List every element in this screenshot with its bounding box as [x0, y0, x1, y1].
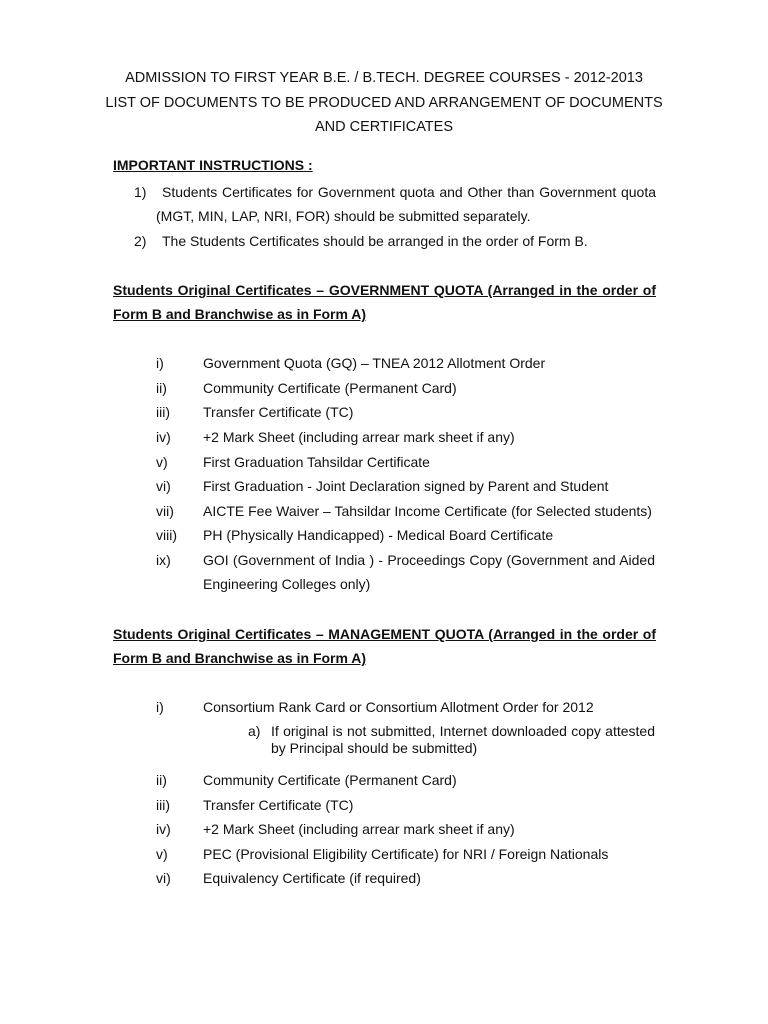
list-item-number: ix) [156, 552, 171, 568]
management-section-heading-continued: Form B and Branchwise as in Form A) [113, 650, 367, 666]
list-item-number: ii) [156, 772, 167, 788]
list-item: +2 Mark Sheet (including arrear mark sheet if any) [203, 429, 515, 445]
instruction-text: The Students Certificates should be arranged in the order of Form B. [162, 233, 588, 249]
document-title-line-2: LIST OF DOCUMENTS TO BE PRODUCED AND ARRANGEMENT OF DOCUMENTS [105, 95, 663, 111]
instruction-number: 2) [134, 233, 147, 249]
list-item-number: viii) [156, 527, 177, 543]
document-title-line-3: AND CERTIFICATES [314, 119, 454, 135]
instruction-text: Students Certificates for Government quota and Other than Government quota [162, 184, 656, 200]
list-item: Consortium Rank Card or Consortium Allotment Order for 2012 [203, 699, 594, 715]
list-item-number: vi) [156, 870, 171, 886]
list-item: Government Quota (GQ) – TNEA 2012 Allotment Order [203, 355, 546, 371]
list-item-number: iv) [156, 429, 171, 445]
list-item-number: i) [156, 355, 164, 371]
list-item: Community Certificate (Permanent Card) [203, 380, 457, 396]
list-item: PH (Physically Handicapped) - Medical Board Certificate [203, 527, 554, 543]
instruction-number: 1) [134, 184, 147, 200]
list-item: Transfer Certificate (TC) [203, 404, 354, 420]
list-item-number: v) [156, 454, 168, 470]
list-item: First Graduation - Joint Declaration signed by Parent and Student [203, 478, 609, 494]
list-item: +2 Mark Sheet (including arrear mark sheet if any) [203, 821, 515, 837]
list-item: GOI (Government of India ) - Proceedings Copy (Government and Aided [203, 552, 655, 568]
instructions-heading: IMPORTANT INSTRUCTIONS : [113, 157, 313, 173]
government-section-heading-continued: Form B and Branchwise as in Form A) [113, 306, 367, 322]
list-item: Equivalency Certificate (if required) [203, 870, 421, 886]
list-item-number: vi) [156, 478, 171, 494]
list-item-number: ii) [156, 380, 167, 396]
list-item: Community Certificate (Permanent Card) [203, 772, 457, 788]
list-item-number: iii) [156, 797, 170, 813]
document-title-line-1: ADMISSION TO FIRST YEAR B.E. / B.TECH. DEGREE COURSES - 2012-2013 [125, 70, 643, 86]
list-item-number: vii) [156, 503, 174, 519]
list-item-continued: Engineering Colleges only) [203, 576, 371, 592]
list-item: PEC (Provisional Eligibility Certificate) for NRI / Foreign Nationals [203, 846, 609, 862]
sub-item-letter: a) [248, 723, 261, 739]
sub-item-text-continued: by Principal should be submitted) [271, 740, 478, 756]
instruction-text-continued: (MGT, MIN, LAP, NRI, FOR) should be submitted separately. [156, 208, 531, 224]
list-item-number: iv) [156, 821, 171, 837]
list-item-number: iii) [156, 404, 170, 420]
list-item: First Graduation Tahsildar Certificate [203, 454, 430, 470]
list-item-number: i) [156, 699, 164, 715]
government-section-heading: Students Original Certificates – GOVERNMENT QUOTA (Arranged in the order of [113, 282, 656, 298]
list-item-number: v) [156, 846, 168, 862]
list-item: AICTE Fee Waiver – Tahsildar Income Certificate (for Selected students) [203, 503, 652, 519]
list-item: Transfer Certificate (TC) [203, 797, 354, 813]
sub-item-text: If original is not submitted, Internet downloaded copy attested [271, 723, 655, 739]
management-section-heading: Students Original Certificates – MANAGEMENT QUOTA (Arranged in the order of [113, 626, 656, 642]
